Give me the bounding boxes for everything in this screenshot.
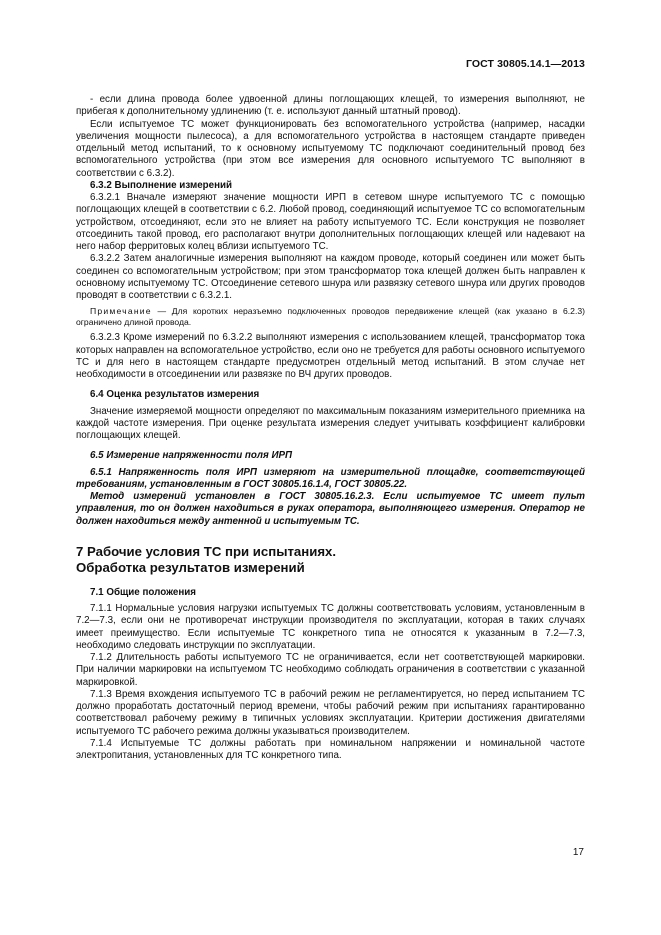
paragraph-7-1-3: 7.1.3 Время вхождения испытуемого ТС в рабочий режим не регламентируется, но перед испытанием ТС должно проработать достаточный период времени, чтобы рабочий режим при испытаниях гарантированно соответствовал рабочему режиму в типичных условиях эксплуатации. Критерии достижения двигателями испытуемого ТС рабочего режима должны указываться производителем. — [76, 688, 585, 737]
note — [76, 306, 585, 328]
paragraph-wire-length: - если длина провода более удвоенной длины поглощающих клещей, то измерения выполняют, не прибегая к дополнительному удлинению (т. е. используют данный штатный провод). — [76, 94, 585, 118]
paragraph-7-1-1: 7.1.1 Нормальные условия нагрузки испытуемых ТС должны соответствовать условиям, установленным в 7.2—7.3, если они не противоречат инструкции производителя по эксплуатации, которая в таких случаях имеет преимущество. Если испытуемые ТС конкретного типа не относятся к указанным в 7.2—7.3, необходимо следовать инструкции по эксплуатации. — [76, 603, 585, 651]
standard-code-header: ГОСТ 30805.14.1—2013 — [465, 58, 585, 70]
paragraph-6-3-2-2: 6.3.2.2 Затем аналогичные измерения выполняют на каждом проводе, который соединен или может быть соединен со вспомогательным устройством; при этом трансформатор тока клещей должен быть направлен к основному испытуемому ТС. Отсоединение сетевого шнура или развязку сетевого шнура или других проводов проводят в соответствии с 6.3.2.1. — [76, 253, 585, 301]
heading-7-1: 7.1 Общие положения — [90, 586, 197, 598]
section-7-title-line1: 7 Рабочие условия ТС при испытаниях. — [76, 543, 337, 559]
paragraph-6-5-method: Метод измерений установлен в ГОСТ 30805.16.2.3. Если испытуемое ТС имеет пульт управления, то он должен находиться в руках оператора, выполняющего измерения. Оператор не должен находиться между антенной и испытуемым ТС. — [76, 491, 585, 527]
page-number: 17 — [572, 847, 584, 858]
heading-6-4: 6.4 Оценка результатов измерения — [90, 389, 260, 401]
note-text: — Для коротких неразъемно подключенных проводов передвижение клещей (как указано в 6.2.3) ограничено длиной провода. — [76, 306, 585, 328]
paragraph-6-3-2-3: 6.3.2.3 Кроме измерений по 6.3.2.2 выполняют измерения с использованием клещей, трансформатор тока которых направлен на вспомогательное устройство, если оно не требуется для работы основного испытуемого ТС и для него в настоящем стандарте предусмотрен отдельный метод испытаний. В этом случае нет необходимости в отсоединении или развязке по ВЧ других проводов. — [76, 332, 585, 380]
paragraph-6-4: Значение измеряемой мощности определяют по максимальным показаниям измерительного приемника на каждой частоте измерения. При оценке результата измерения следует учитывать коэффициент калибровки поглощающих клещей. — [76, 405, 585, 441]
paragraph-7-1-4: 7.1.4 Испытуемые ТС должны работать при номинальном напряжении и номинальной частоте электропитания, установленных для ТС конкретного типа. — [76, 737, 585, 761]
paragraph-6-3-2-1: 6.3.2.1 Вначале измеряют значение мощности ИРП в сетевом шнуре испытуемого ТС с помощью поглощающих клещей в соответствии с 6.2. Любой провод, соединяющий испытуемое ТС со вспомогательным устройством, отсоединяют, если это не влияет на работу испытуемого ТС. Если конструкция не позволяет отсоединить такой провод, его располагают внутри дополнительных поглощающих клещей или надевают на него набор ферритовых колец вблизи испытуемого ТС. — [76, 192, 585, 252]
heading-6-5: 6.5 Измерение напряженности поля ИРП — [90, 450, 293, 462]
note-label: Примечание — [90, 306, 152, 317]
paragraph-6-5-1: 6.5.1 Напряженность поля ИРП измеряют на измерительной площадке, соответствующей требованиям, установленным в ГОСТ 30805.16.1.4, ГОСТ 30805.22. — [76, 466, 585, 490]
heading-6-3-2: 6.3.2 Выполнение измерений — [90, 179, 233, 191]
paragraph-7-1-2: 7.1.2 Длительность работы испытуемого ТС не ограничивается, если нет соответствующей маркировки. При наличии маркировки на испытуемом ТС необходимо соблюдать ограничения в соответствии с указанной маркировкой. — [76, 652, 585, 688]
section-7-title-line2: Обработка результатов измерений — [76, 560, 305, 576]
paragraph-auxiliary-device: Если испытуемое ТС может функционировать без вспомогательного устройства (например, насадки увеличения мощности пылесоса), а для вспомогательного устройства в настоящем стандарте приведен отдельный метод испытаний, то к основному испытуемому ТС подключают соединительный провод без вспомогательного устройства (при этом все измерения для основного испытуемого ТС выполняют в соответствии с 6.3.2). — [76, 118, 585, 179]
page-content — [76, 94, 585, 762]
